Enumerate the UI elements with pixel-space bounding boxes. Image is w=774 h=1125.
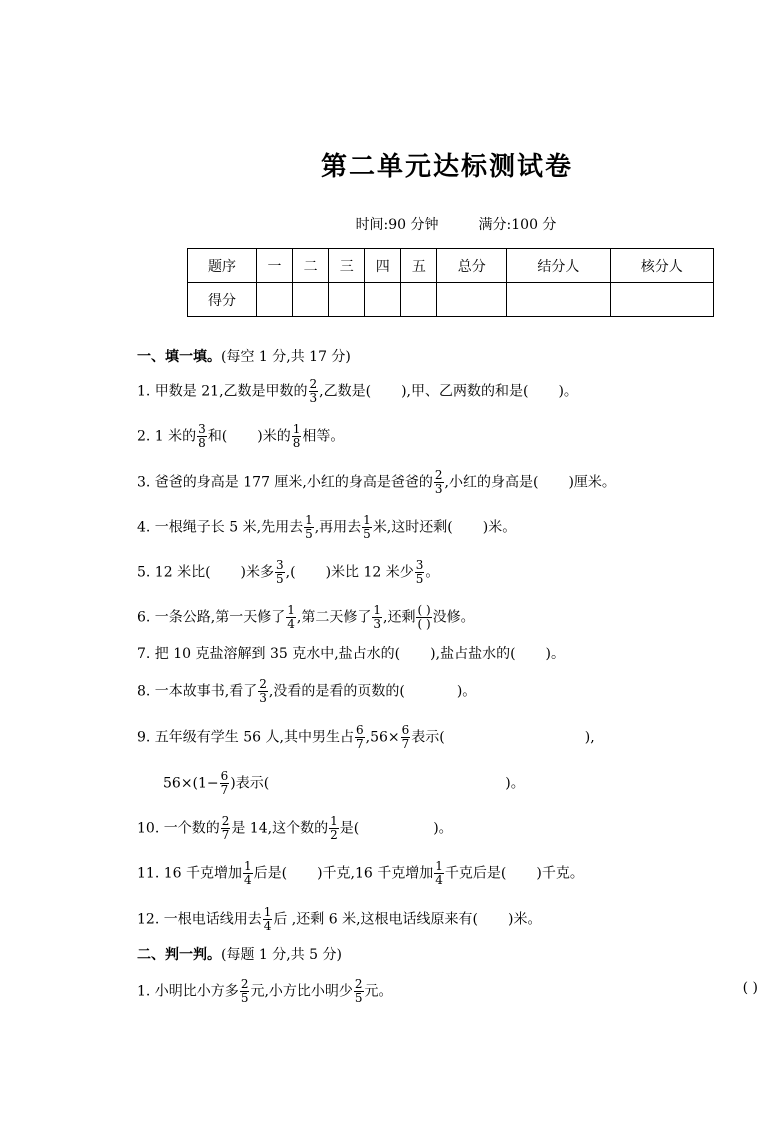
question-4: 4. 一根绳子长 5 米,先用去 $\frac{1}{5}$ ,再用去 $\frac{1}{5}$ 米,这时还剩( )米。 <box>137 513 517 541</box>
question-9: 9. 五年级有学生 56 人,其中男生占 $\frac{6}{7}$ ,56× $\frac{6}{7}$ 表示( ), <box>137 723 595 751</box>
question-7: 7. 把 10 克盐溶解到 35 克水中,盐占水的( ),盐占盐水的( )。 <box>137 646 565 662</box>
score-cell: 四 <box>365 249 401 283</box>
judge-answer-parens[interactable]: ( ) <box>742 980 758 996</box>
question-12: 12. 一根电话线用去 $\frac{1}{4}$ 后 ,还剩 6 米,这根电话线原来有( )米。 <box>137 905 542 933</box>
question-1: 1. 甲数是 21,乙数是甲数的 $\frac{2}{3}$ ,乙数是( ),甲、乙两数的和是( )。 <box>137 377 578 405</box>
score-input-cell[interactable] <box>365 283 401 317</box>
score-cell: 一 <box>257 249 293 283</box>
score-row-label: 得分 <box>188 283 257 317</box>
score-cell: 结分人 <box>507 249 610 283</box>
score-table-header-row <box>188 249 714 283</box>
section-2-heading: 二、判一判。(每题 1 分,共 5 分) <box>137 947 342 963</box>
answer-fraction-blank[interactable]: $\frac{( )}{( )}$ <box>417 603 431 631</box>
score-input-cell[interactable] <box>610 283 713 317</box>
score-table-score-row <box>188 283 714 317</box>
score-cell: 三 <box>329 249 365 283</box>
full-score-label: 满分:100 分 <box>478 217 557 233</box>
question-2: 2. 1 米的 $\frac{3}{8}$ 和( )米的 $\frac{1}{8}$ 相等。 <box>137 422 345 450</box>
score-cell: 二 <box>293 249 329 283</box>
exam-info <box>0 214 774 234</box>
score-input-cell[interactable] <box>437 283 507 317</box>
score-cell: 题序 <box>188 249 257 283</box>
question-3: 3. 爸爸的身高是 177 厘米,小红的身高是爸爸的 $\frac{2}{3}$ ,小红的身高是( )厘米。 <box>137 468 616 496</box>
score-input-cell[interactable] <box>401 283 437 317</box>
question-8: 8. 一本故事书,看了 $\frac{2}{3}$ ,没看的是看的页数的( )。 <box>137 677 477 705</box>
judge-question-1: 1. 小明比小方多 $\frac{2}{5}$ 元,小方比小明少 $\frac{2}{5}$ 元。 <box>137 977 393 1005</box>
question-5: 5. 12 米比( )米多 $\frac{3}{5}$ ,( )米比 12 米少 $\frac{3}{5}$ 。 <box>137 558 440 586</box>
score-input-cell[interactable] <box>257 283 293 317</box>
question-9-part-2: 56×(1− $\frac{6}{7}$ )表示( )。 <box>163 769 525 797</box>
score-cell: 五 <box>401 249 437 283</box>
time-label: 时间:90 分钟 <box>355 217 439 233</box>
score-table <box>187 248 714 317</box>
page-title: 第二单元达标测试卷 <box>320 152 573 182</box>
section-1-heading: 一、填一填。(每空 1 分,共 17 分) <box>137 349 351 365</box>
score-cell: 核分人 <box>610 249 713 283</box>
score-input-cell[interactable] <box>507 283 610 317</box>
score-cell: 总分 <box>437 249 507 283</box>
question-10: 10. 一个数的 $\frac{2}{7}$ 是 14,这个数的 $\frac{1}{2}$ 是( )。 <box>137 814 453 842</box>
score-input-cell[interactable] <box>293 283 329 317</box>
score-input-cell[interactable] <box>329 283 365 317</box>
question-11: 11. 16 千克增加 $\frac{1}{4}$ 后是( )千克,16 千克增加 $\frac{1}{4}$ 千克后是( )千克。 <box>137 859 584 887</box>
question-6: 6. 一条公路,第一天修了 $\frac{1}{4}$ ,第二天修了 $\frac{1}{3}$ ,还剩 $\frac{( )}{( )}$ 没修。 <box>137 603 475 631</box>
